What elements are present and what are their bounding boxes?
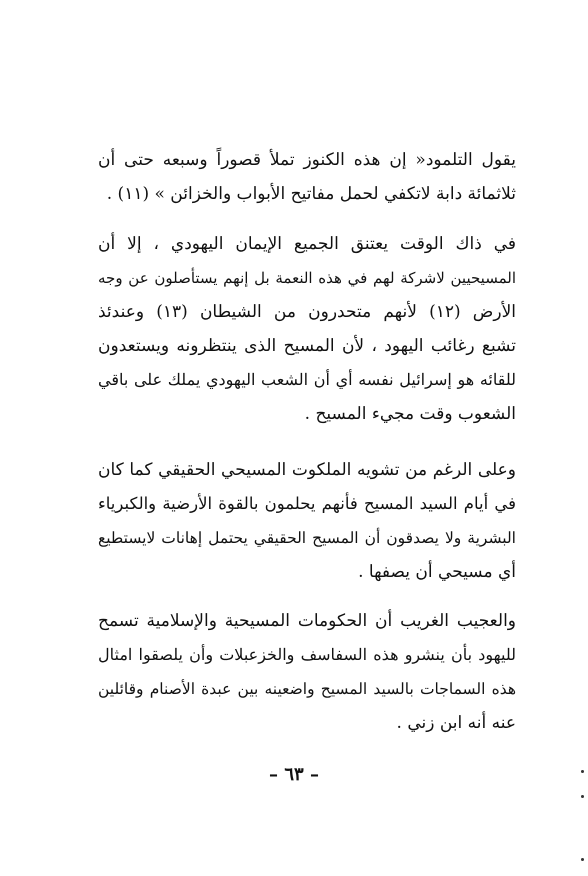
paragraph-line: في أيام السيد المسيح فأنهم يحلمون بالقوة الأرضية والكبرياء <box>98 494 516 513</box>
page-number: – ٦٣ – <box>269 764 319 785</box>
paragraph-line: الأرض (١٢) لأنهم متحدرون من الشيطان (١٣) وعندئذ <box>98 302 516 322</box>
paragraph-line: أي مسيحي أن يصفها . <box>358 562 516 582</box>
paragraph-line: عنه أنه ابن زني . <box>396 713 516 733</box>
paragraph-line: ثلاثمائة دابة لاتكفي لحمل مفاتيح الأبواب والخزائن » (١١) . <box>106 184 516 204</box>
margin-speck <box>581 858 584 861</box>
paragraph-line: المسيحيين لاشركة لهم في هذه النعمة بل إنهم يستأصلون عن وجه <box>98 269 516 287</box>
paragraph-line: يقول التلمود« إن هذه الكنوز تملأ قصوراً وسبعه حتى أن <box>98 150 516 170</box>
margin-speck <box>581 795 584 798</box>
paragraph-line: هذه السماجات بالسيد المسيح واضعينه بين عبدة الأصنام وقائلين <box>98 680 516 698</box>
paragraph-line: البشرية ولا يصدقون أن المسيح الحقيقي يحتمل إهانات لايستطيع <box>98 529 516 547</box>
paragraph-line: وعلى الرغم من تشويه الملكوت المسيحي الحقيقي كما كان <box>98 460 516 480</box>
paragraph-line: لليهود بأن ينشرو هذه السفاسف والخزعبلات وأن يلصقوا امثال <box>98 645 516 664</box>
paragraph-line: والعجيب الغريب أن الحكومات المسيحية والإسلامية تسمح <box>98 611 516 631</box>
paragraph-3 <box>98 453 516 589</box>
paragraph-2 <box>98 227 516 431</box>
paragraph-1 <box>98 143 516 211</box>
margin-speck <box>581 770 584 773</box>
paragraph-line: الشعوب وقت مجيء المسيح . <box>304 404 516 424</box>
paragraph-line: تشبع رغائب اليهود ، لأن المسيح الذى ينتظرونه ويستعدون <box>98 336 516 356</box>
paragraph-line: للقائه هو إسرائيل نفسه أي أن الشعب اليهودي يملك على باقي <box>98 370 516 389</box>
paragraph-4 <box>98 604 516 740</box>
paragraph-line: في ذاك الوقت يعتنق الجميع الإيمان اليهودي ، إلا أن <box>98 234 516 254</box>
